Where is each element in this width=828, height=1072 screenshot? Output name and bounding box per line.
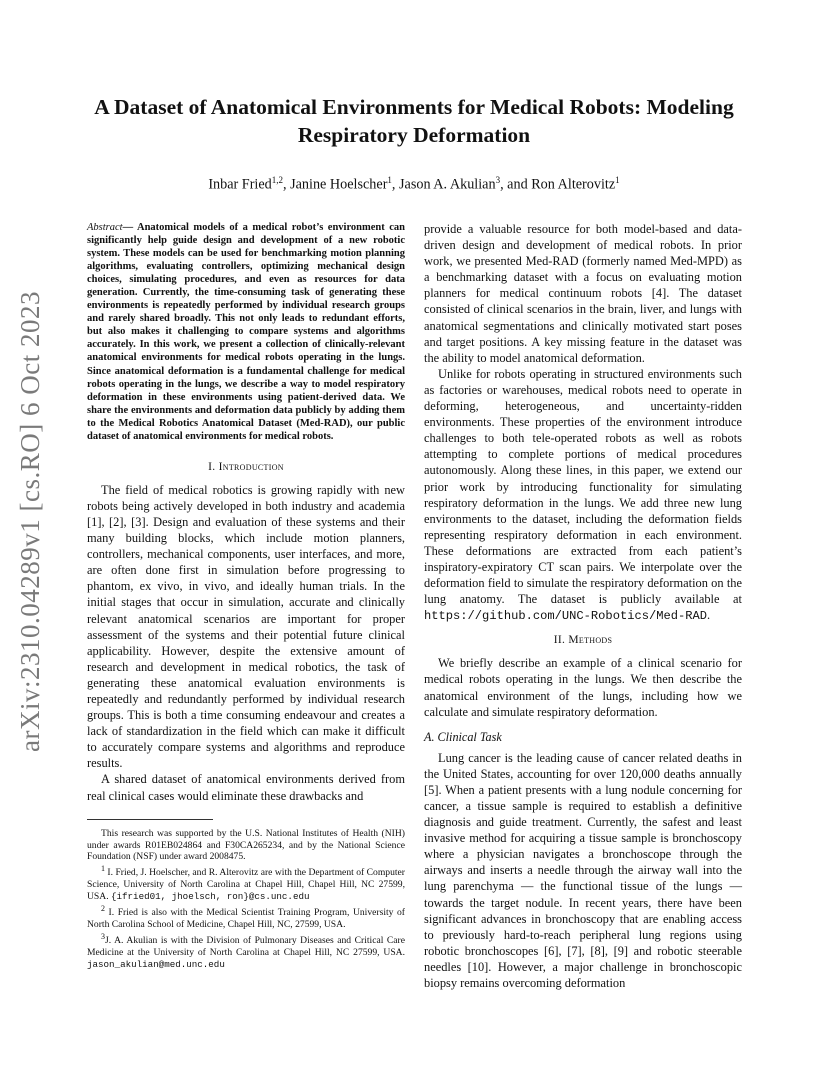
author-name: Ron Alterovitz [531, 176, 616, 193]
section-heading-methods: II. Methods [553, 634, 613, 647]
footnote-mark: 3 [101, 932, 105, 942]
author-separator: , and [500, 176, 532, 193]
section-heading-introduction: I. Introduction [208, 460, 284, 473]
paragraph: We briefly describe an example of a clinical scenario for medical robots operating in the lungs. We then describe the anatomical environment of the lungs, including how we calculate and simulate respiratory deformation. [424, 656, 742, 719]
paper-title: A Dataset of Anatomical Environments for Medical Robots: Modeling Respiratory Deformation [94, 95, 734, 147]
paragraph: provide a valuable resource for both model-based and data-driven design and development of medical robots. In prior work, we presented Med-RAD (formerly named Med-MPD) as a benchmarking dataset with a focus on evaluating motion planners for medical continuum robots [4]. The dataset consisted of clinical scenarios in the brain, liver, and lungs with anatomical segmentations and clinically motivated start poses and target positions. A key missing feature in the dataset was the ability to model anatomical deformation. [424, 222, 742, 365]
author-affiliation: 3 [495, 175, 501, 185]
arxiv-identifier-stamp: arXiv:2310.04289v1 [cs.RO] 6 Oct 2023 [15, 291, 45, 752]
footnote-text: J. A. Akulian is with the Division of Pulmonary Diseases and Critical Care Medicine at the University of North Carolina at Chapel Hill, NC 27599, USA. [87, 935, 405, 959]
author-list [80, 171, 748, 194]
footnote-text: I. Fried is also with the Medical Scientist Training Program, University of North Carolina School of Medicine, Chapel Hill, NC, 27599, USA. [87, 907, 405, 931]
left-column [87, 221, 405, 971]
footnote-email: {ifried01, jhoelsch, ron}@cs.unc.edu [111, 891, 310, 903]
author-name: Jason A. Akulian [399, 176, 496, 193]
paragraph [424, 366, 742, 625]
footnote-affiliation-2 [87, 903, 405, 931]
subsection-heading-clinical-task: A. Clinical Task [424, 729, 502, 744]
footnote-affiliation-3 [87, 931, 405, 971]
dataset-url[interactable]: https://github.com/UNC-Robotics/Med-RAD [424, 609, 708, 624]
author-affiliation: 1,2 [271, 175, 284, 185]
paragraph-text: . [707, 608, 711, 623]
paragraph: A shared dataset of anatomical environments derived from real clinical cases would eliminate these drawbacks and [87, 772, 405, 803]
footnote-email: jason_akulian@med.unc.edu [87, 959, 225, 971]
paragraph-text: Unlike for robots operating in structured environments such as factories or warehouses, medical robots need to operate in deforming, heterogeneous, and uncertainty-ridden environments. These properties of the environment introduce challenges to both tele-operated robots as well as robots attempting to complete portions of medical procedures autonomously. Along these lines, in this paper, we extend our prior work by introducing functionality for simulating respiratory deformation in the lungs. We add three new lung environments to the dataset, including the deformation fields representing respiratory deformation in each environment. These deformations are extracted from each patient’s inspiratory-expiratory CT scan pairs. We interpolate over the deformation field to simulate the respiratory deformation on the lung anatomy. The dataset is publicly available at [424, 366, 742, 607]
abstract [87, 221, 405, 443]
footnote-mark: 1 [101, 864, 105, 874]
footnote-affiliation-1 [87, 863, 405, 903]
author-name: Janine Hoelscher [290, 176, 388, 193]
author-separator: , [283, 176, 291, 193]
author-affiliation: 1 [387, 175, 392, 185]
author-separator: , [391, 176, 400, 193]
author-name: Inbar Fried [208, 176, 272, 193]
footnote-text: I. Fried, J. Hoelscher, and R. Alterovitz are with the Department of Computer Science, University of North Carolina at Chapel Hill, Chapel Hill, NC 27599, USA. [87, 867, 405, 903]
abstract-text: — Anatomical models of a medical robot’s environment can significantly help guide design and development of a new robotic system. These models can be used for benchmarking motion planning algorithms, evaluating controllers, optimizing mechanical design choices, simulating procedures, and even as resources for data generation. Currently, the time-consuming task of generating these environments is repeatedly performed by individual research groups and rarely shared broadly. This not only leads to redundant efforts, but also makes it challenging to compare systems and algorithms accurately. In this work, we present a collection of clinically-relevant anatomical environments for medical robots operating in the lungs. Since anatomical deformation is a fundamental challenge for medical robots operating in the lungs, we describe a way to model respiratory deformation in these environments using patient-derived data. We share the environments and deformation data publicly by adding them to the Medical Robotics Anatomical Dataset (Med-RAD), our public dataset of anatomical environments for medical robots. [87, 222, 405, 442]
author-affiliation: 1 [615, 175, 620, 185]
footnote-funding: This research was supported by the U.S. National Institutes of Health (NIH) under awards R01EB024864 and F30CA265234, and by the National Science Foundation (NSF) under award 2008475. [87, 827, 405, 863]
abstract-lead: Abstract [87, 222, 123, 233]
paragraph: The field of medical robotics is growing rapidly with new robots being actively developed in both industry and academia [1], [2], [3]. Design and evaluation of these systems and their many building blocks, which include motion planners, controllers, mechanical components, user interfaces, and more, are often done first in simulation before progressing to phantom, ex vivo, in vivo, and ideally human trials. In the initial stages that occur in simulation, accurate and clinically relevant anatomical scenarios are important for proper assessment of the systems and their potential future clinical applicability. However, despite the extensive amount of research and development in medical robotics, the task of generating these anatomical evaluation environments is repeatedly and redundantly performed by individual research groups. This is both a time consuming endeavour and creates a lack of standardization in the field which can make it difficult to accurately compare systems and algorithms and reproduce results. [87, 482, 405, 771]
right-column [424, 221, 742, 991]
footnote-mark: 2 [101, 904, 105, 914]
paragraph: Lung cancer is the leading cause of cancer related deaths in the United States, accounting for over 120,000 deaths annually [5]. When a patient presents with a lung nodule concerning for cancer, a tissue sample is required to establish a definitive diagnosis and guide treatment. Currently, the safest and least invasive method for acquiring a tissue sample is bronchoscopy where a physician navigates a bronchoscope through the airways and inserts a needle through the airway wall into the lung parenchyma — the functional tissue of the lungs — towards the target nodule. In recent years, there have been significant advances in bronchoscopy that are enabling access to previously hard-to-reach peripheral lung regions using robotic bronchoscopes [6], [7], [8], [9] and robotic steerable needles [10]. However, a major challenge in bronchoscopic biopsy remains overcoming deformation [424, 750, 742, 991]
